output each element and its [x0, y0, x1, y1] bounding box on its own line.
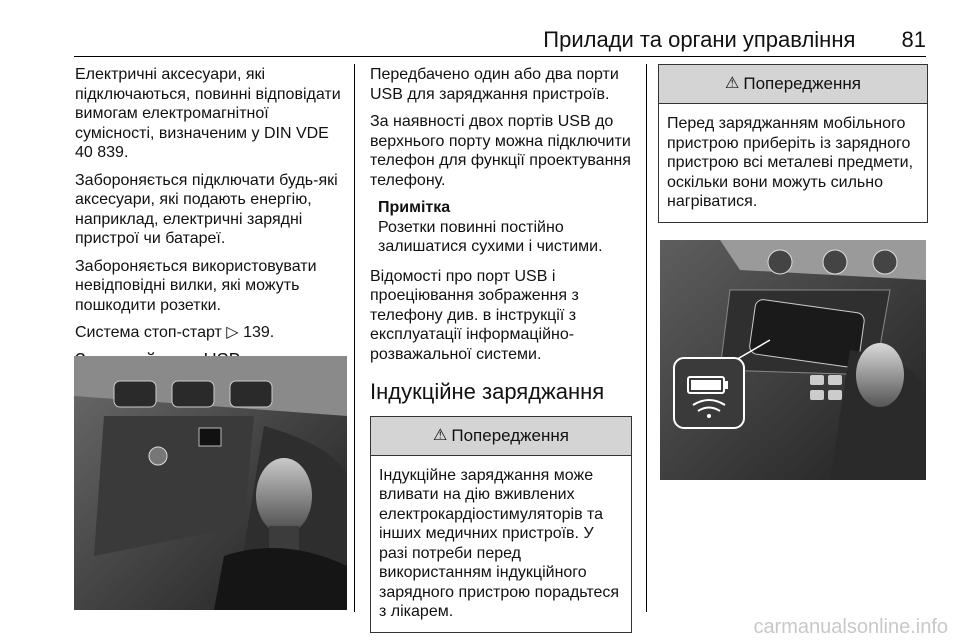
page-title: Прилади та органи управління: [543, 27, 856, 52]
column-divider: [354, 64, 355, 612]
warning-title: Попередження: [451, 425, 569, 445]
watermark: carmanualsonline.info: [753, 616, 948, 638]
warning-text: Індукційне заряджання може вливати на дію вживлених електрокардіостимуляторів та інших медичних пристроїв. У разі потреби перед використанням індукційного зарядного пристрою порадьтеся з лікарем.: [379, 466, 620, 620]
warning-triangle-icon: ⚠: [725, 75, 740, 93]
note-text: Розетки повинні постійно залишатися сухими і чистими.: [378, 218, 603, 255]
page-header: [543, 27, 926, 53]
cross-ref-icon: ▷: [226, 324, 239, 341]
cross-ref-link[interactable]: 139.: [243, 324, 275, 341]
paragraph-text: Система стоп-старт: [75, 324, 222, 341]
induction-charging-photo: [660, 240, 926, 480]
paragraph: Забороняється підключати будь-які аксесуари, які подають енергію, наприклад, електричні зарядні пристрої чи батареї.: [75, 171, 338, 247]
warning-header: [659, 65, 927, 104]
page-number: 81: [901, 27, 926, 52]
note-box: [378, 198, 632, 257]
warning-box: [370, 416, 632, 633]
column-3: [658, 64, 928, 223]
column-1: [75, 65, 347, 370]
paragraph: Відомості про порт USB і проеціювання зображення з телефону див. в інструкції з експлуатації інформаційно-розважальної системи.: [370, 267, 579, 363]
paragraph: Забороняється використовувати невідповідні вилки, які можуть пошкодити розетки.: [75, 257, 317, 314]
paragraph: Електричні аксесуари, які підключаються, повинні відповідати вимогам електромагнітної сумісності, визначеним у DIN VDE 40 839.: [75, 66, 341, 161]
warning-triangle-icon: ⚠: [433, 426, 448, 444]
warning-header: [371, 417, 631, 456]
usb-port-photo: [74, 356, 347, 610]
warning-box: [658, 64, 928, 223]
note-title: Примітка: [378, 199, 451, 216]
column-2: [370, 65, 632, 633]
warning-title: Попередження: [743, 74, 861, 94]
paragraph: Передбачено один або два порти USB для заряджання пристроїв.: [370, 66, 619, 103]
warning-text: Перед заряджанням мобільного пристрою приберіть із зарядного пристрою всі металеві предмети, оскільки вони можуть сильно нагріватися.: [667, 115, 914, 210]
section-heading-induction: Індукційне заряджання: [370, 379, 605, 404]
paragraph: За наявності двох портів USB до верхнього порту можна підключити телефон для функції проектування телефону.: [370, 113, 631, 189]
header-rule: [74, 56, 926, 57]
paragraph-stop-start: [75, 323, 347, 343]
column-divider: [646, 64, 647, 612]
